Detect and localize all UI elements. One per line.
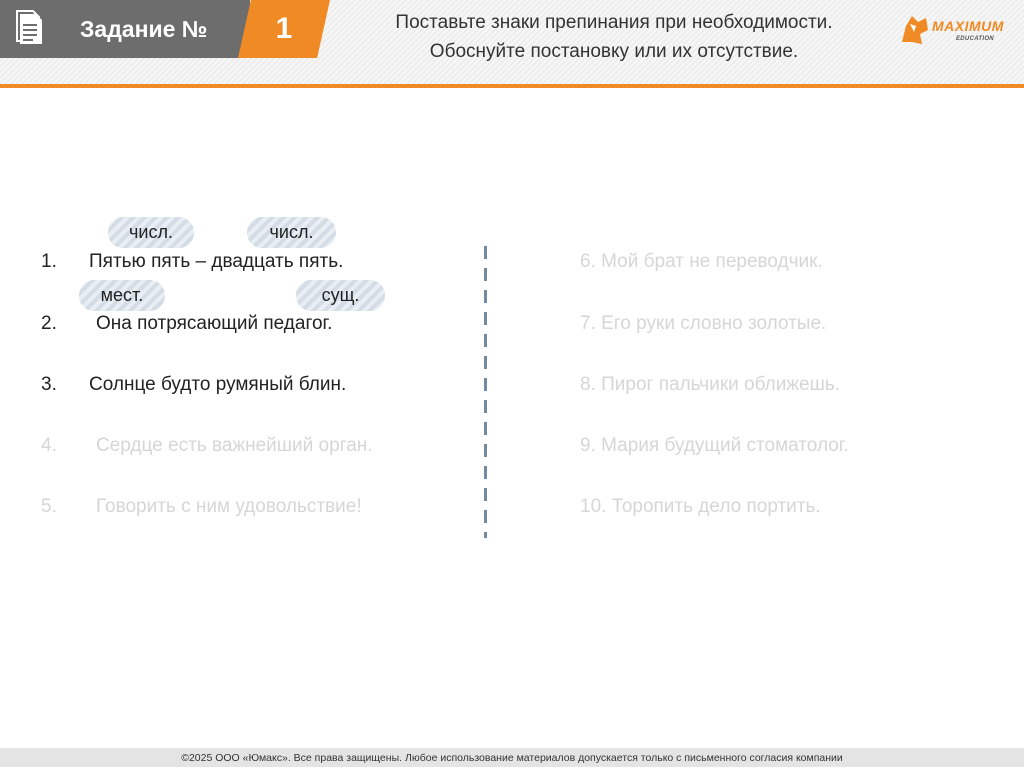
instruction-line-1: Поставьте знаки препинания при необходимости.	[395, 12, 833, 33]
maximum-logo	[898, 10, 1016, 50]
sentence-6: 6. Мой брат не переводчик.	[580, 251, 823, 272]
annotation-pill-s2-right: сущ.	[296, 280, 385, 311]
task-label-box	[0, 0, 250, 58]
logo-main-text: MAXIMUM	[932, 18, 1004, 34]
header-accent-line	[0, 84, 1024, 88]
sentence-7: 7. Его руки словно золотые.	[580, 313, 827, 334]
annotation-pill-s1-right: числ.	[247, 217, 336, 248]
instruction-text	[338, 8, 890, 66]
sentence-9: 9. Мария будущий стоматолог.	[580, 435, 849, 456]
annotation-pill-s2-left: мест.	[79, 280, 165, 311]
task-label: Задание №	[80, 16, 208, 42]
sentence-1: Пятью пять – двадцать пять.	[89, 251, 344, 272]
column-divider	[484, 246, 487, 538]
logo-mascot-icon	[898, 12, 932, 48]
sentence-5: Говорить с ним удовольствие!	[96, 496, 362, 517]
document-icon	[14, 10, 48, 48]
sentence-2: Она потрясающий педагог.	[96, 313, 333, 334]
list-item-number: 2.	[41, 313, 57, 334]
copyright-footer: ©2025 ООО «Юмакс». Все права защищены. Любое использование материалов допускается только с письменного согласия компании	[0, 748, 1024, 767]
annotation-pill-s1-left: числ.	[108, 217, 194, 248]
instruction-line-2: Обоснуйте постановку или их отсутствие.	[429, 41, 799, 62]
sentence-8: 8. Пирог пальчики оближешь.	[580, 374, 841, 395]
sentence-3: Солнце будто румяный блин.	[89, 374, 347, 395]
list-item-number: 1.	[41, 251, 57, 272]
sentence-4: Сердце есть важнейший орган.	[96, 435, 373, 456]
list-item-number: 3.	[41, 374, 57, 395]
list-item-number: 5.	[41, 496, 57, 517]
list-item-number: 4.	[41, 435, 57, 456]
logo-sub-text: EDUCATION	[956, 36, 994, 42]
sentence-10: 10. Торопить дело портить.	[580, 496, 821, 517]
task-number: 1	[275, 12, 293, 45]
